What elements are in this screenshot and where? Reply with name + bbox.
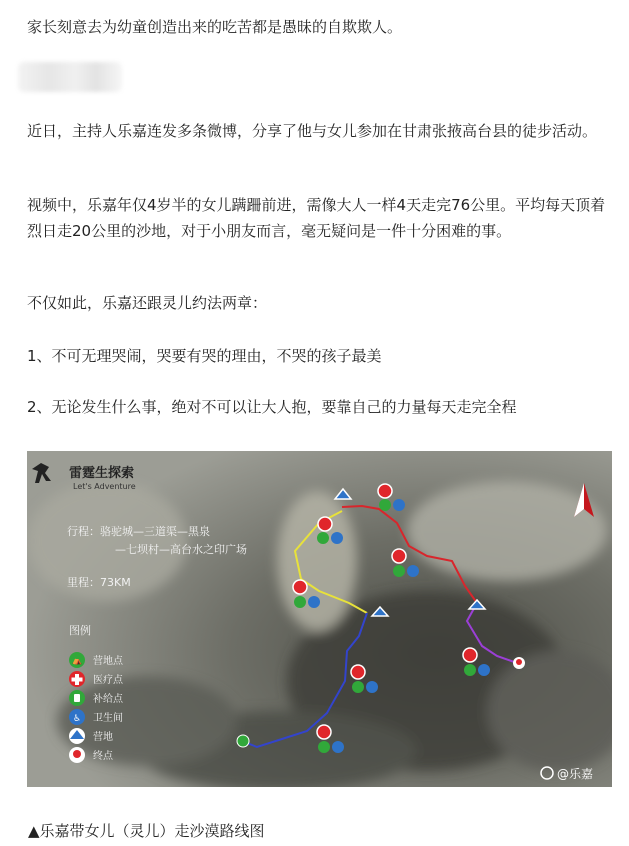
legend-label: 卫生间 — [93, 713, 123, 724]
paragraph-intro: 近日，主持人乐嘉连发多条微博，分享了他与女儿参加在甘肃张掖高台县的徒步活动。 — [27, 122, 598, 140]
headline: 家长刻意去为幼童创造出来的吃苦都是愚昧的自欺欺人。 — [27, 18, 403, 36]
route-line-1: 行程：骆驼城—三道渠—黑泉 — [67, 525, 210, 538]
legend-label: 营地点 — [93, 656, 123, 667]
image-caption: ▲乐嘉带女儿（灵儿）走沙漠路线图 — [28, 822, 265, 840]
legend-title: 图例 — [69, 624, 91, 637]
paragraph-video: 视频中，乐嘉年仅4岁半的女儿蹒跚前进，需像大人一样4天走完76公里。平均每天顶着烈日走20公里的沙地，对于小朋友而言，毫无疑问是一件十分困难的事。 — [27, 196, 606, 240]
legend-label: 营地 — [93, 732, 113, 743]
rule-1: 1、不可无理哭闹，哭要有哭的理由，不哭的孩子最美 — [27, 347, 382, 365]
logo-subtitle: Let's Adventure — [73, 482, 136, 491]
end-point-icon — [73, 750, 81, 758]
supply-icon — [74, 694, 80, 702]
route-map-image — [27, 451, 612, 787]
rule-2: 2、无论发生什么事，绝对不可以让大人抱，要靠自己的力量每天走完全程 — [27, 398, 517, 416]
paragraph-rules-intro: 不仅如此，乐嘉还跟灵儿约法两章： — [27, 294, 268, 312]
watermark-text: @乐嘉 — [557, 767, 594, 781]
blurred-author — [18, 62, 122, 92]
route-line-2: —七坝村—高台水之印广场 — [115, 543, 247, 556]
toilet-icon: ♿ — [72, 714, 82, 724]
camp-tent-icon: ⛺ — [72, 656, 82, 665]
distance: 里程：73KM — [67, 576, 131, 589]
legend-label: 终点 — [93, 751, 113, 762]
logo-title: 雷霆生探索 — [69, 466, 135, 481]
legend-label: 医疗点 — [93, 675, 123, 686]
legend-label: 补给点 — [93, 694, 123, 705]
